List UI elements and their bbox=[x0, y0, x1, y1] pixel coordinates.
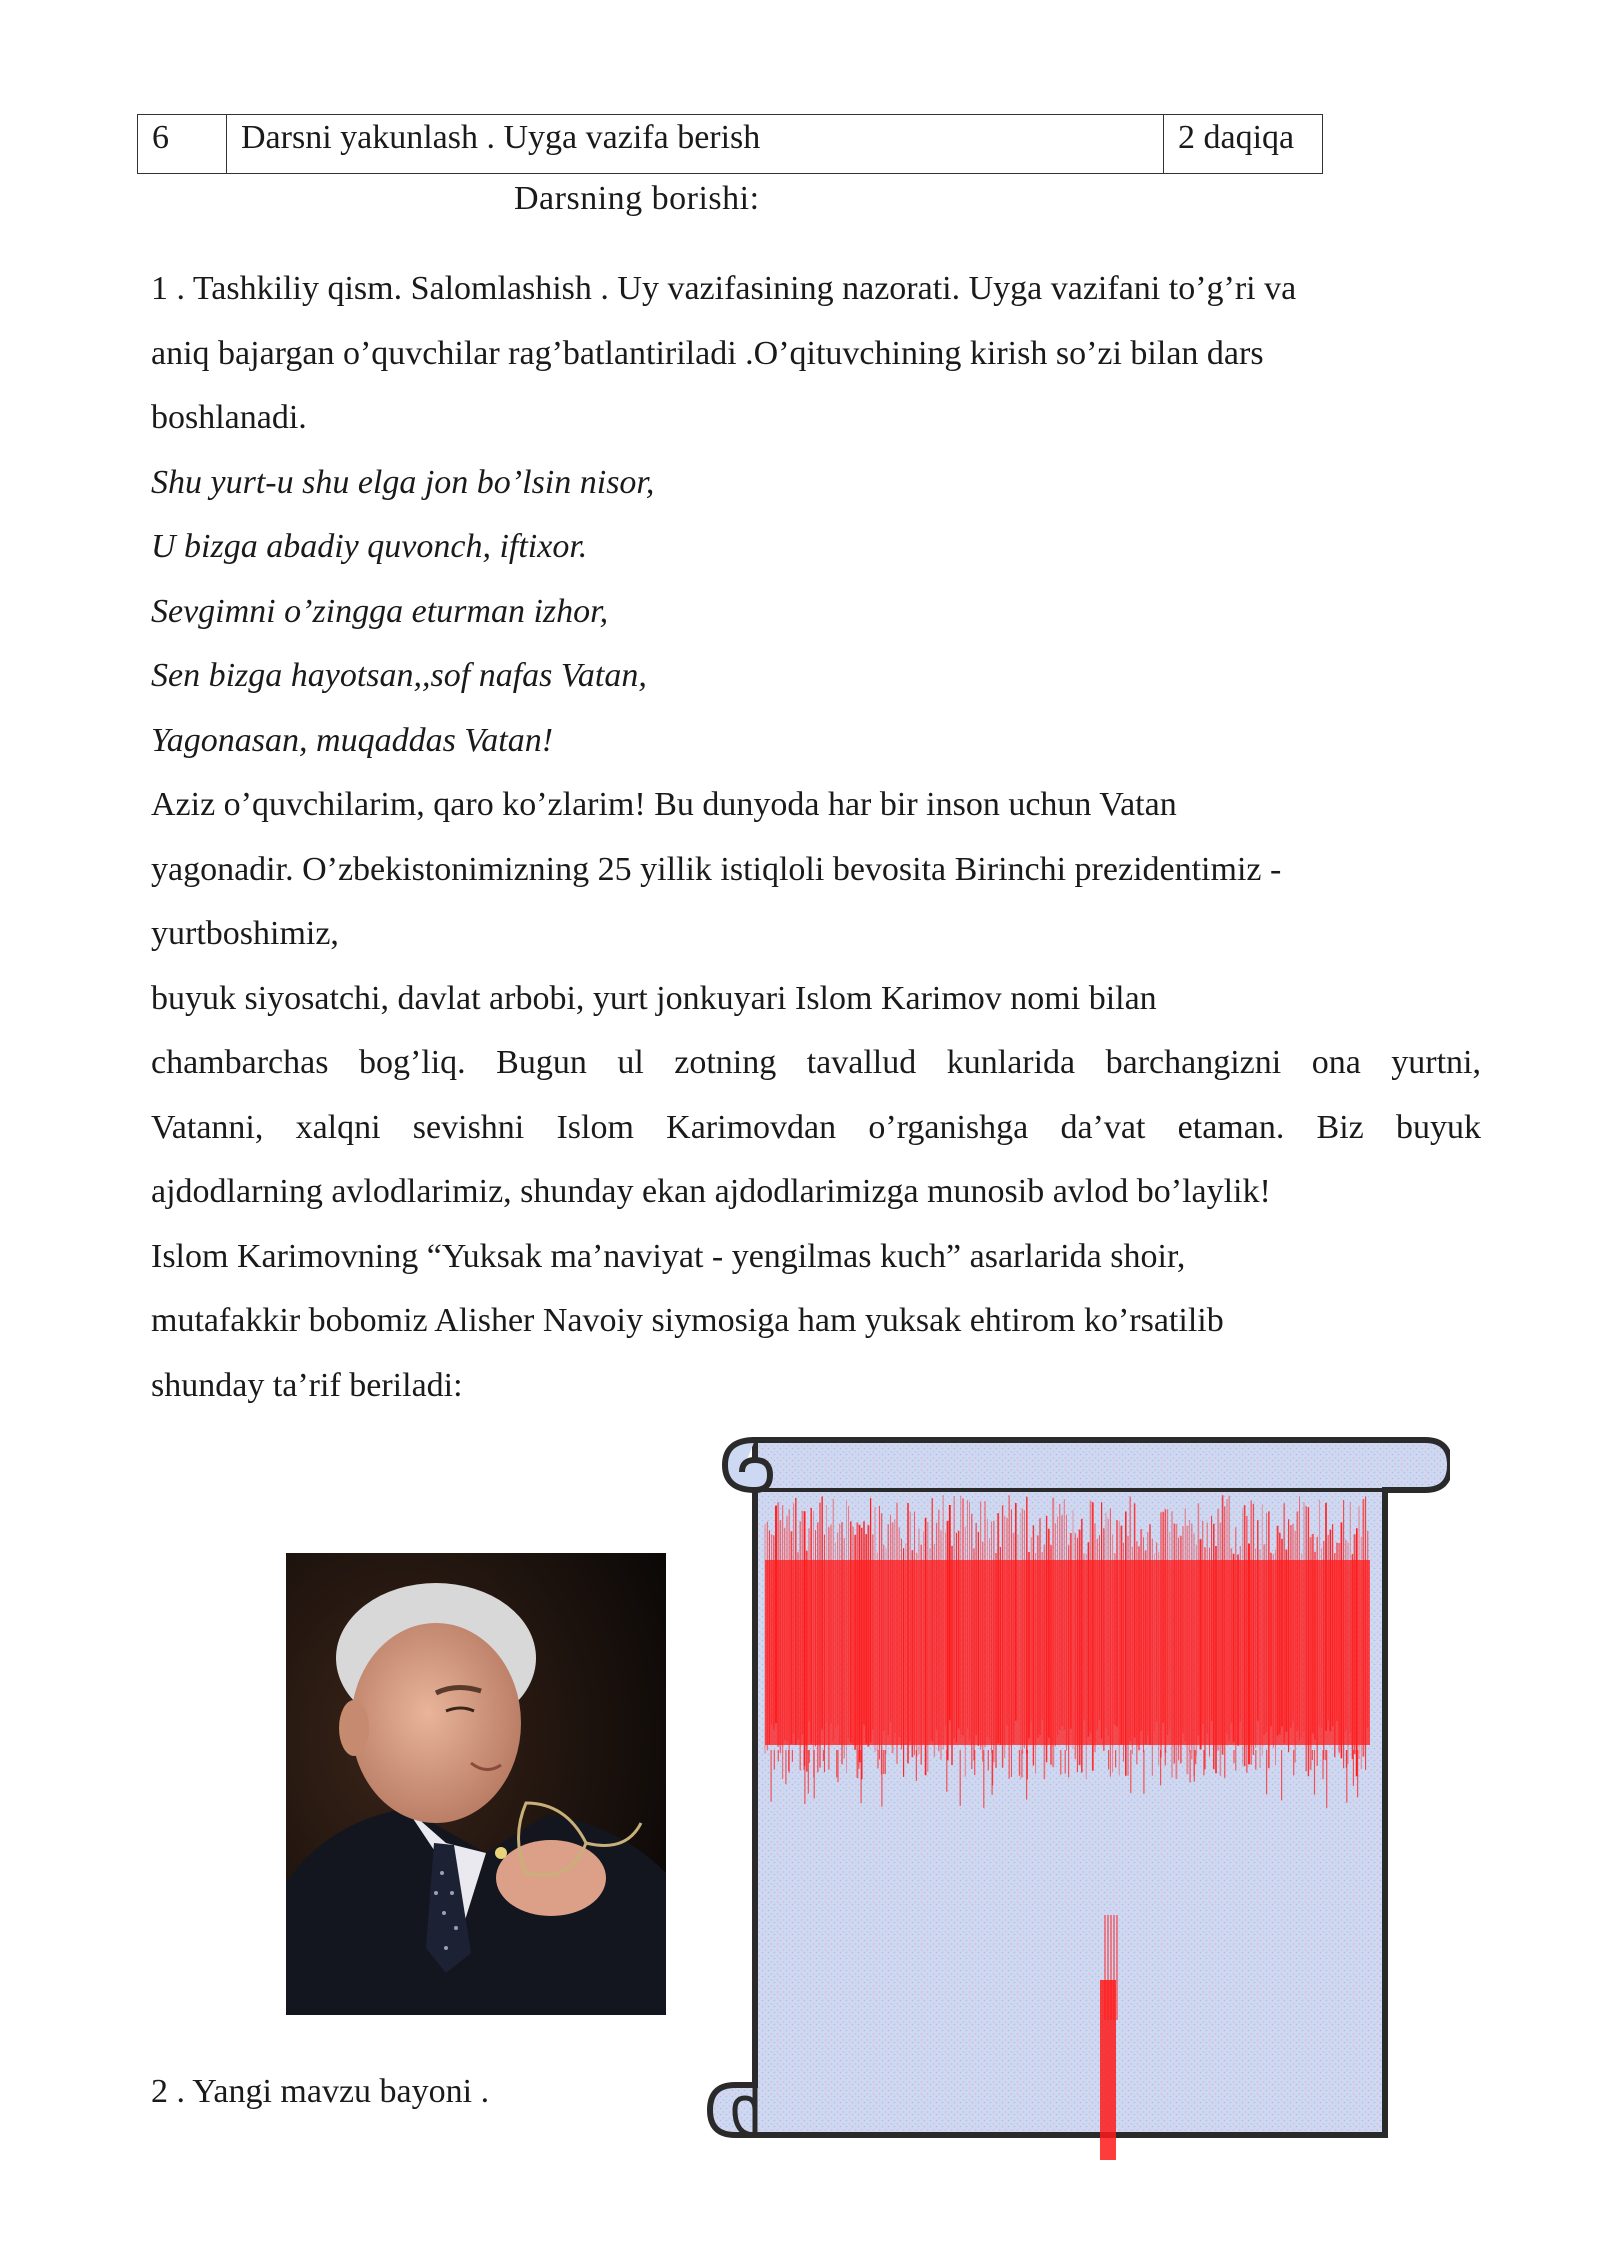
paragraph-line: yurtboshimiz, bbox=[151, 915, 339, 952]
row-number: 6 bbox=[138, 115, 227, 173]
verse-line: Yagonasan, muqaddas Vatan! bbox=[151, 721, 554, 759]
lesson-plan-table-row bbox=[137, 114, 1323, 174]
verse-line: Shu yurt-u shu elga jon bo’lsin nisor, bbox=[151, 463, 655, 501]
paragraph-line: yagonadir. O’zbekistonimizning 25 yillik istiqloli bevosita Birinchi prezidentimiz - bbox=[151, 850, 1282, 888]
paragraph-line: shunday ta’rif beriladi: bbox=[151, 1366, 463, 1404]
lesson-heading: Darsning borishi: bbox=[514, 180, 760, 217]
paragraph-line: 1 . Tashkiliy qism. Salomlashish . Uy vazifasining nazorati. Uyga vazifani to’g’ri va bbox=[151, 270, 1297, 307]
paragraph-line: boshlanadi. bbox=[151, 399, 307, 436]
verse-line: U bizga abadiy quvonch, iftixor. bbox=[151, 528, 588, 565]
paragraph-line: mutafakkir bobomiz Alisher Navoiy siymosiga ham yuksak ehtirom ko’rsatilib bbox=[151, 1302, 1224, 1339]
section-heading: 2 . Yangi mavzu bayoni . bbox=[151, 2073, 490, 2110]
paragraph-line: ajdodlarning avlodlarimiz, shunday ekan ajdodlarimizga munosib avlod bo’laylik! bbox=[151, 1173, 1271, 1210]
paragraph-line: buyuk siyosatchi, davlat arbobi, yurt jonkuyari Islom Karimov nomi bilan bbox=[151, 979, 1157, 1017]
red-column bbox=[1100, 1980, 1116, 2160]
row-duration: 2 daqiqa bbox=[1178, 119, 1295, 156]
lesson-body bbox=[151, 257, 1481, 1418]
decorative-scroll bbox=[680, 1420, 1450, 2160]
paragraph-line: Vatanni, xalqni sevishni Islom Karimovdan o’rganishga da’vat etaman. Biz buyuk bbox=[151, 1108, 1481, 1146]
verse-line: Sen bizga hayotsan,,sof nafas Vatan, bbox=[151, 657, 647, 694]
paragraph-line: chambarchas bog’liq. Bugun ul zotning tavallud kunlarida barchangizni ona yurtni, bbox=[151, 1044, 1481, 1081]
paragraph-line: aniq bajargan o’quvchilar rag’batlantiriladi .O’qituvchining kirish so’zi bilan dars bbox=[151, 334, 1264, 372]
portrait-photo bbox=[286, 1553, 666, 2015]
row-activity: Darsni yakunlash . Uyga vazifa berish bbox=[227, 115, 1164, 173]
verse-line: Sevgimni o’zingga eturman izhor, bbox=[151, 592, 609, 630]
paragraph-line: Aziz o’quvchilarim, qaro ko’zlarim! Bu dunyoda har bir inson uchun Vatan bbox=[151, 786, 1177, 823]
paragraph-line: Islom Karimovning “Yuksak ma’naviyat - yengilmas kuch” asarlarida shoir, bbox=[151, 1237, 1186, 1275]
